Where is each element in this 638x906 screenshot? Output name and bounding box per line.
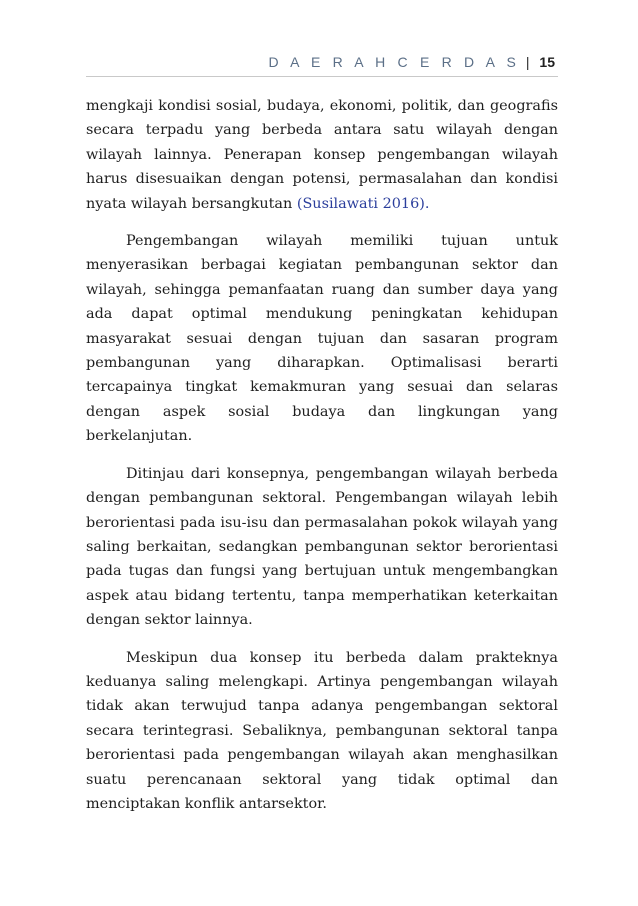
- paragraph-continuation: [86, 94, 558, 216]
- paragraph: Pengembangan wilayah memiliki tujuan untuk menyerasikan berbagai kegiatan pembangunan sektor dan wilayah, sehingga pemanfaatan ruang dan sumber daya yang ada dapat optimal mendukung peningkatan kehidupan masyarakat sesuai dengan tujuan dan sasaran program pembangunan yang diharapkan. Optimalisasi berarti tercapainya tingkat kemakmuran yang sesuai dan selaras dengan aspek sosial budaya dan lingkungan yang berkelanjutan.: [86, 233, 558, 445]
- running-title: D A E R A H C E R D A S: [268, 54, 520, 70]
- header-divider: [86, 76, 558, 77]
- paragraph: Ditinjau dari konsepnya, pengembangan wilayah berbeda dengan pembangunan sektoral. Pengembangan wilayah lebih berorientasi pada isu-isu dan permasalahan pokok wilayah yang saling berkaitan, sedangkan pembangunan sektor berorientasi pada tugas dan fungsi yang bertujuan untuk mengembangkan aspek atau bidang tertentu, tanpa memperhatikan keterkaitan dengan sektor lainnya.: [86, 465, 558, 629]
- body-text: [86, 94, 558, 829]
- page-number: 15: [539, 54, 555, 70]
- running-header: [269, 52, 555, 72]
- paragraph-text: mengkaji kondisi sosial, budaya, ekonomi, politik, dan geografis secara terpadu yang berbeda antara satu wilayah dengan wilayah lainnya. Penerapan konsep pengembangan wilayah harus disesuaikan dengan potensi, permasalahan dan kondisi nyata wilayah bersangkutan: [86, 98, 558, 212]
- paragraph: Meskipun dua konsep itu berbeda dalam prakteknya keduanya saling melengkapi. Artinya pengembangan wilayah tidak akan terwujud tanpa adanya pengembangan sektoral secara terintegrasi. Sebaliknya, pembangunan sektoral tanpa berorientasi pada pengembangan wilayah akan menghasilkan suatu perencanaan sektoral yang tidak optimal dan menciptakan konflik antarsektor.: [86, 649, 558, 812]
- citation-link: (Susilawati 2016).: [296, 195, 430, 212]
- header-separator: |: [525, 54, 530, 70]
